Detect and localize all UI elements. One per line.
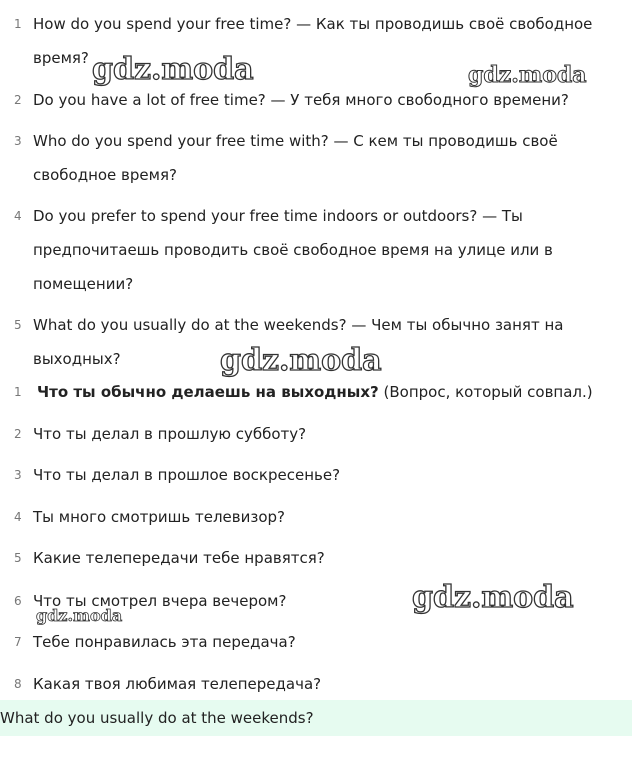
item-number: 2 — [14, 427, 22, 441]
question-text: How do you spend your free time? — Как ты проводишь своё свободное — [33, 15, 593, 33]
question-text: выходных? — [33, 350, 121, 368]
question-4-line-1 — [0, 199, 632, 233]
question-text: Who do you spend your free time with? — С кем ты проводишь своё — [33, 132, 558, 150]
item-number: 7 — [14, 635, 22, 649]
watermark-logo: gdz.moda — [92, 52, 254, 87]
item-number: 3 — [14, 468, 22, 482]
question-3-line-1 — [0, 124, 632, 158]
item-number: 3 — [14, 134, 22, 148]
item-number: 4 — [14, 209, 22, 223]
question-5-line-1 — [0, 308, 632, 342]
item-number: 2 — [14, 93, 22, 107]
watermark-logo: gdz.moda — [412, 580, 574, 615]
question-text: Do you prefer to spend your free time indoors or outdoors? — Ты — [33, 207, 523, 225]
watermark-logo: gdz.moda — [468, 62, 587, 88]
answer-5-line — [0, 541, 632, 575]
answer-text: Тебе понравилась эта передача? — [33, 633, 296, 651]
item-number: 6 — [14, 594, 22, 608]
question-4-line-2 — [0, 233, 632, 267]
answer-8-line — [0, 667, 632, 701]
matched-note: (Вопрос, который совпал.) — [378, 383, 593, 401]
question-1-line-1 — [0, 7, 632, 41]
question-text: What do you usually do at the weekends? — Чем ты обычно занят на — [33, 316, 564, 334]
answer-text: Что ты смотрел вчера вечером? — [33, 592, 287, 610]
answer-text: Что ты делал в прошлую субботу? — [33, 425, 307, 443]
item-number: 1 — [14, 385, 22, 399]
question-4-line-3 — [0, 267, 632, 301]
matched-question: Что ты обычно делаешь на выходных? — [37, 383, 379, 401]
watermark-logo: gdz.moda — [220, 343, 382, 378]
answer-text: Какая твоя любимая телепередача? — [33, 675, 322, 693]
question-text: Do you have a lot of free time? — У тебя много свободного времени? — [33, 91, 569, 109]
answer-text: Какие телепередачи тебе нравятся? — [33, 549, 325, 567]
answer-7-line — [0, 625, 632, 659]
item-number: 8 — [14, 677, 22, 691]
question-text: предпочитаешь проводить своё свободное время на улице или в — [33, 241, 553, 259]
answer-text: Что ты делал в прошлое воскресенье? — [33, 466, 341, 484]
answer-1-line — [0, 375, 632, 409]
item-number: 5 — [14, 318, 22, 332]
question-text: время? — [33, 49, 89, 67]
question-text: свободное время? — [33, 166, 177, 184]
item-number: 1 — [14, 17, 22, 31]
item-number: 5 — [14, 551, 22, 565]
watermark-logo: gdz.moda — [36, 606, 123, 625]
answer-text — [37, 375, 593, 409]
question-3-line-2 — [0, 158, 632, 192]
question-2-line-1 — [0, 83, 632, 117]
answer-text: Ты много смотришь телевизор? — [33, 508, 285, 526]
answer-4-line — [0, 500, 632, 534]
item-number: 4 — [14, 510, 22, 524]
highlighted-answer: What do you usually do at the weekends? — [0, 709, 314, 727]
question-text: помещении? — [33, 275, 134, 293]
answer-2-line — [0, 417, 632, 451]
answer-3-line — [0, 458, 632, 492]
